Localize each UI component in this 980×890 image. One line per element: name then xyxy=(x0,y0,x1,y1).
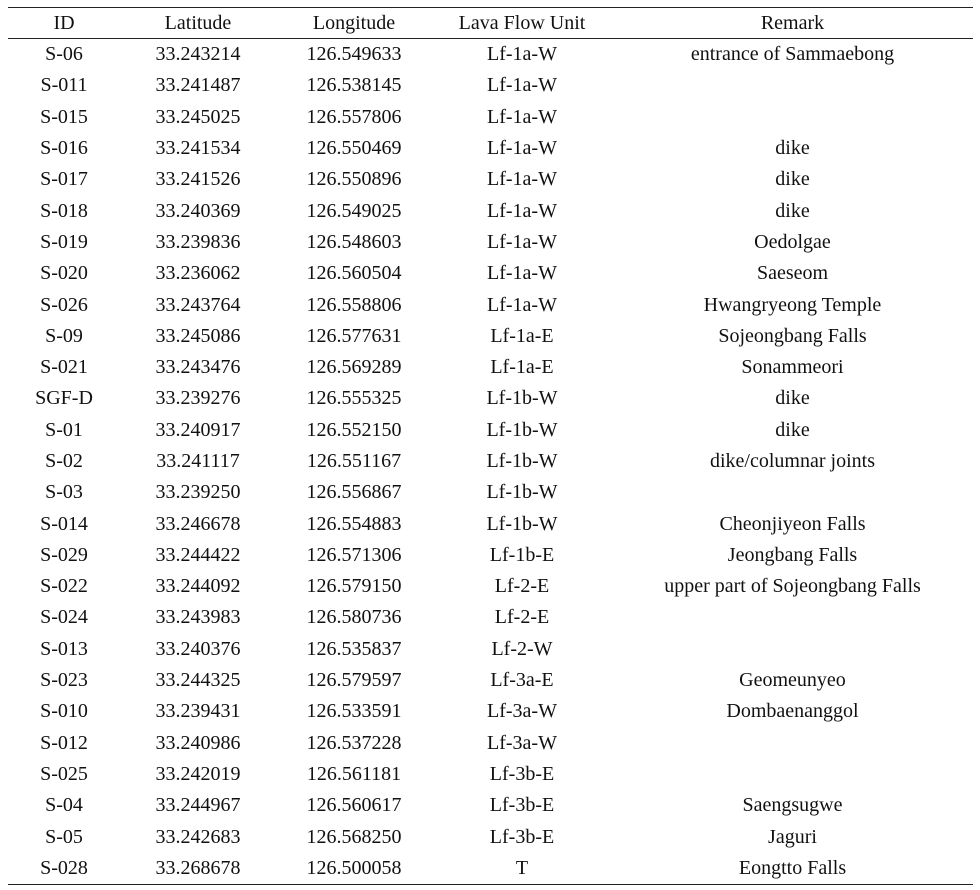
cell-id: S-02 xyxy=(45,450,83,472)
cell-id: S-03 xyxy=(45,481,83,504)
cell-id: S-05 xyxy=(45,825,83,848)
cell-lava-flow-unit: Lf-1a-W xyxy=(487,137,557,160)
table-row xyxy=(8,602,973,633)
cell-lava-flow-unit: Lf-1b-W xyxy=(486,387,558,410)
cell-remark: dike xyxy=(775,418,810,441)
sample-location-table xyxy=(8,7,973,885)
cell-longitude: 126.580736 xyxy=(306,606,402,629)
cell-id: S-022 xyxy=(40,575,88,598)
cell-latitude: 33.243764 xyxy=(155,293,241,316)
cell-remark xyxy=(612,759,973,790)
cell-remark: Jaguri xyxy=(768,825,817,848)
cell-longitude: 126.538145 xyxy=(306,74,402,97)
cell-lava-flow-unit: Lf-1a-W xyxy=(487,199,557,222)
cell-latitude: 33.268678 xyxy=(155,856,241,879)
header-lava-flow-unit: Lava Flow Unit xyxy=(458,11,586,34)
cell-latitude: 33.239250 xyxy=(155,481,241,504)
cell-longitude: 126.550469 xyxy=(306,137,402,160)
table-row xyxy=(8,696,973,727)
data-table-container xyxy=(8,7,973,885)
cell-latitude: 33.239431 xyxy=(155,700,241,723)
cell-id: S-09 xyxy=(45,324,83,347)
cell-lava-flow-unit: Lf-2-E xyxy=(494,606,550,629)
table-row xyxy=(8,415,973,446)
cell-latitude: 33.243983 xyxy=(155,606,241,629)
cell-lava-flow-unit: Lf-1a-W xyxy=(487,105,557,128)
cell-id: S-013 xyxy=(40,637,88,660)
cell-remark: upper part of Sojeongbang Falls xyxy=(664,575,921,598)
header-id: ID xyxy=(53,11,75,34)
cell-lava-flow-unit: Lf-1a-W xyxy=(487,262,557,285)
cell-id: S-010 xyxy=(40,700,88,723)
cell-latitude: 33.241534 xyxy=(155,137,241,160)
cell-longitude: 126.558806 xyxy=(306,293,402,316)
cell-longitude: 126.552150 xyxy=(306,418,402,441)
cell-longitude: 126.561181 xyxy=(306,762,402,785)
table-row xyxy=(8,133,973,164)
cell-longitude: 126.549633 xyxy=(306,43,402,66)
cell-remark: Cheonjiyeon Falls xyxy=(719,512,866,535)
table-row xyxy=(8,477,973,508)
cell-longitude: 126.500058 xyxy=(306,856,402,879)
cell-latitude: 33.242683 xyxy=(155,825,241,848)
cell-id: S-023 xyxy=(40,669,88,692)
cell-longitude: 126.560617 xyxy=(306,794,402,817)
cell-lava-flow-unit: Lf-1b-W xyxy=(486,512,558,535)
cell-lava-flow-unit: Lf-1a-W xyxy=(487,168,557,191)
cell-remark xyxy=(612,634,973,665)
table-row xyxy=(8,571,973,602)
cell-lava-flow-unit: Lf-3a-W xyxy=(487,700,557,723)
cell-longitude: 126.533591 xyxy=(306,700,402,723)
cell-longitude: 126.555325 xyxy=(306,387,402,410)
cell-longitude: 126.549025 xyxy=(306,199,402,222)
table-row xyxy=(8,195,973,226)
table-body xyxy=(8,39,973,885)
cell-latitude: 33.244325 xyxy=(155,669,241,692)
cell-latitude: 33.243214 xyxy=(155,43,241,66)
cell-latitude: 33.244092 xyxy=(155,575,241,598)
table-row xyxy=(8,164,973,195)
cell-id: S-06 xyxy=(45,43,83,66)
cell-latitude: 33.239276 xyxy=(155,387,241,410)
cell-remark xyxy=(612,602,973,633)
header-longitude: Longitude xyxy=(312,11,396,34)
cell-remark: dike xyxy=(775,137,810,160)
cell-lava-flow-unit: Lf-2-W xyxy=(491,637,553,660)
cell-id: S-026 xyxy=(40,293,88,316)
cell-remark xyxy=(612,728,973,759)
cell-lava-flow-unit: Lf-1b-E xyxy=(489,543,555,566)
cell-latitude: 33.244967 xyxy=(155,794,241,817)
header-latitude: Latitude xyxy=(164,11,232,34)
cell-lava-flow-unit: Lf-3b-E xyxy=(489,762,555,785)
cell-remark: dike xyxy=(775,199,810,222)
cell-id: S-016 xyxy=(40,137,88,160)
cell-latitude: 33.244422 xyxy=(155,543,241,566)
cell-remark: dike xyxy=(775,387,810,410)
cell-lava-flow-unit: Lf-1a-E xyxy=(490,356,554,379)
cell-latitude: 33.245025 xyxy=(155,105,241,128)
table-row xyxy=(8,227,973,258)
cell-lava-flow-unit: Lf-1b-W xyxy=(486,450,558,472)
cell-lava-flow-unit: Lf-1a-E xyxy=(490,324,554,347)
cell-id: S-04 xyxy=(45,794,83,817)
cell-remark: Hwangryeong Temple xyxy=(703,293,882,316)
table-row xyxy=(8,759,973,790)
cell-remark: Jeongbang Falls xyxy=(727,543,858,566)
cell-id: S-025 xyxy=(40,762,88,785)
cell-lava-flow-unit: Lf-1a-W xyxy=(487,43,557,66)
table-row xyxy=(8,258,973,289)
table-row xyxy=(8,821,973,852)
cell-longitude: 126.569289 xyxy=(306,356,402,379)
cell-remark: Geomeunyeo xyxy=(739,669,846,692)
cell-id: S-017 xyxy=(40,168,88,191)
cell-latitude: 33.242019 xyxy=(155,762,241,785)
cell-longitude: 126.560504 xyxy=(306,262,402,285)
cell-remark: Dombaenanggol xyxy=(726,700,859,723)
cell-latitude: 33.240369 xyxy=(155,199,241,222)
table-row xyxy=(8,321,973,352)
table-row xyxy=(8,446,973,477)
cell-longitude: 126.557806 xyxy=(306,105,402,128)
cell-id: SGF-D xyxy=(35,387,93,410)
cell-id: S-012 xyxy=(40,731,88,754)
table-row xyxy=(8,853,973,885)
cell-lava-flow-unit: Lf-3a-E xyxy=(490,669,554,692)
cell-longitude: 126.548603 xyxy=(306,230,402,253)
cell-longitude: 126.550896 xyxy=(306,168,402,191)
cell-id: S-029 xyxy=(40,543,88,566)
table-row xyxy=(8,790,973,821)
cell-remark: Sonammeori xyxy=(741,356,844,379)
cell-lava-flow-unit: Lf-2-E xyxy=(494,575,550,598)
cell-remark: dike/columnar joints xyxy=(710,450,875,472)
cell-remark: entrance of Sammaebong xyxy=(690,43,895,66)
cell-lava-flow-unit: Lf-3b-E xyxy=(489,825,555,848)
cell-id: S-024 xyxy=(40,606,88,629)
table-row xyxy=(8,289,973,320)
cell-latitude: 33.245086 xyxy=(155,324,241,347)
table-row xyxy=(8,70,973,101)
table-row xyxy=(8,102,973,133)
cell-longitude: 126.571306 xyxy=(306,543,402,566)
table-row xyxy=(8,540,973,571)
cell-longitude: 126.579150 xyxy=(306,575,402,598)
cell-latitude: 33.241526 xyxy=(155,168,241,191)
cell-latitude: 33.240376 xyxy=(155,637,241,660)
cell-id: S-019 xyxy=(40,230,88,253)
cell-lava-flow-unit: Lf-1b-W xyxy=(486,418,558,441)
table-row xyxy=(8,39,973,71)
table-row xyxy=(8,665,973,696)
cell-latitude: 33.241487 xyxy=(155,74,241,97)
cell-longitude: 126.551167 xyxy=(306,450,402,472)
cell-latitude: 33.246678 xyxy=(155,512,241,535)
table-row xyxy=(8,508,973,539)
cell-latitude: 33.240986 xyxy=(155,731,241,754)
table-row xyxy=(8,383,973,414)
cell-latitude: 33.239836 xyxy=(155,230,241,253)
cell-longitude: 126.577631 xyxy=(306,324,402,347)
cell-latitude: 33.236062 xyxy=(155,262,241,285)
cell-longitude: 126.579597 xyxy=(306,669,402,692)
cell-latitude: 33.243476 xyxy=(155,356,241,379)
cell-lava-flow-unit: Lf-1b-W xyxy=(486,481,558,504)
table-row xyxy=(8,352,973,383)
cell-lava-flow-unit: Lf-3b-E xyxy=(489,794,555,817)
cell-remark: Saengsugwe xyxy=(742,794,843,817)
cell-remark: dike xyxy=(775,168,810,191)
cell-id: S-028 xyxy=(40,856,88,879)
cell-lava-flow-unit: Lf-1a-W xyxy=(487,230,557,253)
cell-id: S-011 xyxy=(40,74,88,97)
cell-id: S-021 xyxy=(40,356,88,379)
cell-id: S-01 xyxy=(45,418,83,441)
cell-remark: Oedolgae xyxy=(754,230,831,253)
cell-latitude: 33.240917 xyxy=(155,418,241,441)
table-row xyxy=(8,634,973,665)
cell-longitude: 126.556867 xyxy=(306,481,402,504)
cell-id: S-020 xyxy=(40,262,88,285)
cell-lava-flow-unit: Lf-3a-W xyxy=(487,731,557,754)
table-header xyxy=(8,8,973,39)
cell-remark: Saeseom xyxy=(756,262,829,285)
cell-lava-flow-unit: T xyxy=(515,856,529,879)
cell-longitude: 126.537228 xyxy=(306,731,402,754)
cell-remark: Sojeongbang Falls xyxy=(718,324,867,347)
table-row xyxy=(8,728,973,759)
cell-lava-flow-unit: Lf-1a-W xyxy=(487,293,557,316)
header-row xyxy=(8,8,973,39)
cell-remark xyxy=(612,477,973,508)
cell-longitude: 126.568250 xyxy=(306,825,402,848)
cell-longitude: 126.535837 xyxy=(306,637,402,660)
cell-id: S-014 xyxy=(40,512,88,535)
cell-remark xyxy=(612,102,973,133)
cell-id: S-015 xyxy=(40,105,88,128)
cell-longitude: 126.554883 xyxy=(306,512,402,535)
cell-id: S-018 xyxy=(40,199,88,222)
cell-remark xyxy=(612,70,973,101)
cell-remark: Eongtto Falls xyxy=(738,856,847,879)
header-remark: Remark xyxy=(760,11,825,34)
cell-latitude: 33.241117 xyxy=(156,450,240,472)
cell-lava-flow-unit: Lf-1a-W xyxy=(487,74,557,97)
